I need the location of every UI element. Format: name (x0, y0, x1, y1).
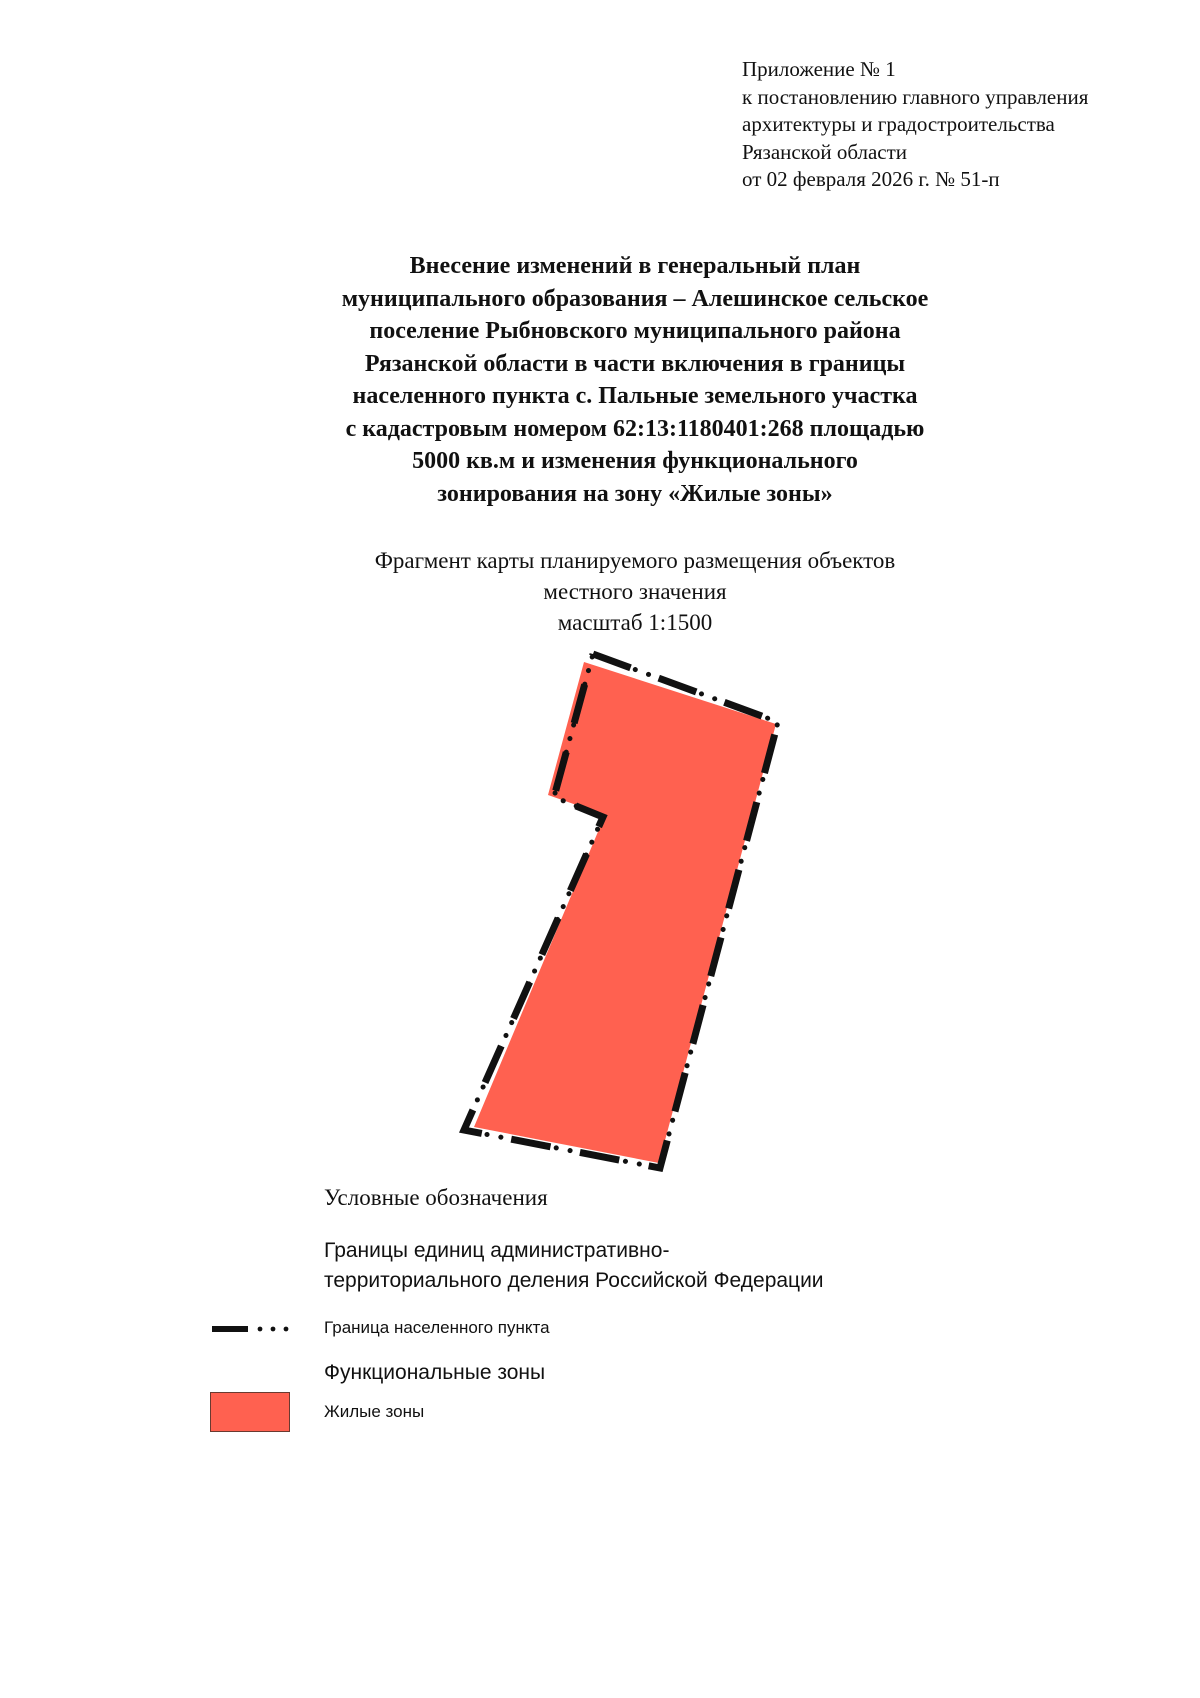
residential-zone-parcel (474, 662, 776, 1163)
title-line: зонирования на зону «Жилые зоны» (437, 480, 833, 507)
appendix-line: архитектуры и градостроительства (742, 112, 1055, 136)
map-title-line: Фрагмент карты планируемого размещения объектов (374, 548, 896, 573)
legend-admin-line: Границы единиц административно- (324, 1239, 670, 1262)
appendix-line: от 02 февраля 2026 г. № 51-п (742, 167, 1000, 191)
residential-legend-label: Жилые зоны (324, 1402, 425, 1421)
boundary-legend-label: Граница населенного пункта (324, 1318, 550, 1337)
map-title-line: местного значения (543, 579, 727, 604)
title-line: Внесение изменений в генеральный план (409, 253, 861, 279)
title-line: муниципального образования – Алешинское сельское (341, 285, 929, 312)
title-line: населенного пункта с. Пальные земельного участка (352, 383, 918, 409)
residential-zone-swatch (210, 1392, 290, 1432)
legend-admin-line: территориального деления Российской Федерации (324, 1269, 824, 1292)
legend-admin-group (324, 1236, 824, 1296)
legend-zones-group: Функциональные зоны (324, 1361, 546, 1384)
appendix-line: Приложение № 1 (742, 57, 896, 81)
appendix-line: Рязанской области (742, 139, 908, 164)
title-line: 5000 кв.м и изменения функционального (412, 448, 858, 474)
title-line: с кадастровым номером 62:13:1180401:268 площадью (345, 415, 925, 442)
legend-heading: Условные обозначения (324, 1185, 548, 1210)
appendix-line: к постановлению главного управления (742, 84, 1089, 109)
title-line: поселение Рыбновского муниципального района (369, 318, 901, 344)
title-line: Рязанской области в части включения в границы (364, 350, 906, 377)
map-scale: масштаб 1:1500 (557, 610, 713, 635)
boundary-line-swatch (210, 1322, 300, 1336)
